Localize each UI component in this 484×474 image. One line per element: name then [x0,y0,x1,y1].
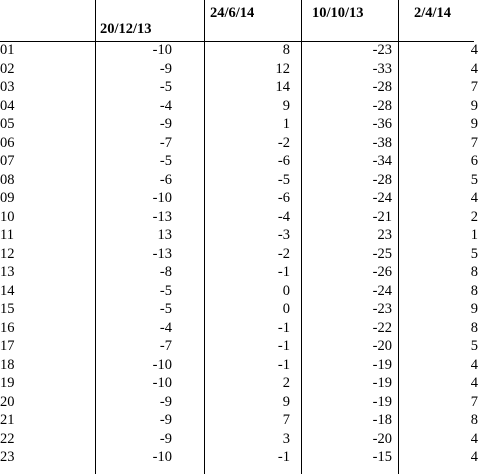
table-cell: -18 [372,412,392,428]
table-cell: -22 [372,319,392,336]
table-cell: 13 [157,227,172,243]
table-cell: -1 [277,449,290,465]
row-label: 10 [0,208,15,225]
row-label: 14 [0,282,15,299]
table-cell: 23 [377,227,392,243]
row-label: 18 [0,356,15,373]
table-cell: 7 [470,79,478,95]
table-cell: -5 [159,301,172,317]
table-cell: 4 [470,449,478,465]
table-cell: 8 [470,319,478,336]
table-cell: -19 [372,356,392,373]
table-cell: 9 [470,116,478,132]
table-cell: -9 [159,60,172,77]
table-cell: 4 [470,190,478,206]
table-cell: -3 [277,227,290,243]
table-cell: -1 [277,338,290,354]
column-header: 10/10/13 [312,5,364,21]
table-cell: -4 [159,97,172,114]
table-cell: -33 [372,60,392,77]
table-cell: -23 [372,42,392,58]
table-cell: 0 [282,282,290,299]
table-cell: -6 [159,171,172,188]
column-divider [398,0,399,474]
row-label: 06 [0,134,15,151]
column-header: 20/12/13 [100,21,152,37]
table-cell: -13 [152,245,172,262]
table-cell: -5 [159,282,172,299]
table-cell: 9 [470,97,478,114]
table-cell: 8 [470,264,478,280]
table-cell: -1 [277,319,290,336]
table-cell: -25 [372,245,392,262]
table-cell: 0 [282,301,290,317]
column-divider [95,0,96,474]
table-cell: 7 [470,393,478,410]
table-cell: 4 [470,60,478,77]
table-cell: 5 [470,245,478,262]
table-cell: 8 [470,412,478,428]
table-cell: -10 [152,190,172,206]
table-cell: -21 [372,208,392,225]
table-cell: 8 [470,282,478,299]
table-cell: -2 [277,245,290,262]
table-cell: -20 [372,338,392,354]
table-cell: -1 [277,264,290,280]
row-label: 23 [0,449,15,465]
table-cell: -10 [152,42,172,58]
column-header: 24/6/14 [210,5,255,21]
row-label: 08 [0,171,15,188]
table-cell: -28 [372,79,392,95]
column-header: 2/4/14 [414,5,452,21]
table-cell: -24 [372,190,392,206]
row-label: 11 [0,227,14,243]
row-label: 15 [0,301,15,317]
table-cell: 4 [470,375,478,391]
table-cell: 14 [275,79,290,95]
row-label: 04 [0,97,15,114]
row-label: 17 [0,338,15,354]
table-cell: -5 [159,153,172,169]
table-cell: -28 [372,97,392,114]
table-cell: -9 [159,430,172,447]
table-cell: 4 [470,42,478,58]
table-cell: -5 [277,171,290,188]
row-label: 13 [0,264,15,280]
table-cell: -5 [159,79,172,95]
table-cell: 5 [470,338,478,354]
table-cell: 5 [470,171,478,188]
row-label: 07 [0,153,15,169]
row-label: 16 [0,319,15,336]
table-cell: -38 [372,134,392,151]
table-cell: -7 [159,338,172,354]
row-label: 19 [0,375,15,391]
table-cell: -24 [372,282,392,299]
table-cell: -9 [159,412,172,428]
table-cell: 7 [470,134,478,151]
table-cell: 1 [470,227,478,243]
row-label: 03 [0,79,15,95]
table-cell: -4 [159,319,172,336]
table-cell: -1 [277,356,290,373]
table-cell: -7 [159,134,172,151]
table-cell: -20 [372,430,392,447]
table-cell: -8 [159,264,172,280]
column-divider [301,0,302,474]
table-cell: -10 [152,356,172,373]
table-cell: -36 [372,116,392,132]
row-label: 02 [0,60,15,77]
table-cell: 6 [470,153,478,169]
table-cell: -34 [372,153,392,169]
row-label: 22 [0,430,15,447]
row-label: 20 [0,393,15,410]
column-divider [204,0,205,474]
table-cell: 4 [470,356,478,373]
table-cell: 3 [282,430,290,447]
table-cell: -4 [277,208,290,225]
row-label: 21 [0,412,15,428]
table-cell: -26 [372,264,392,280]
table-cell: 12 [275,60,290,77]
table-cell: -6 [277,153,290,169]
table-cell: -19 [372,393,392,410]
table-cell: 1 [282,116,290,132]
table-cell: -10 [152,449,172,465]
table-cell: 8 [282,42,290,58]
row-label: 05 [0,116,15,132]
table-cell: -2 [277,134,290,151]
table-cell: 2 [282,375,290,391]
table-cell: -9 [159,116,172,132]
row-label: 01 [0,42,15,58]
table-cell: 4 [470,430,478,447]
table-cell: 7 [282,412,290,428]
table-cell: 2 [470,208,478,225]
table-cell: -19 [372,375,392,391]
table-cell: -23 [372,301,392,317]
table-cell: -28 [372,171,392,188]
row-label: 12 [0,245,15,262]
row-label: 09 [0,190,15,206]
table-cell: -9 [159,393,172,410]
table-cell: -6 [277,190,290,206]
table-cell: 9 [470,301,478,317]
table-cell: 9 [282,393,290,410]
table-cell: 9 [282,97,290,114]
table-cell: -15 [372,449,392,465]
table-cell: -10 [152,375,172,391]
table-cell: -13 [152,208,172,225]
